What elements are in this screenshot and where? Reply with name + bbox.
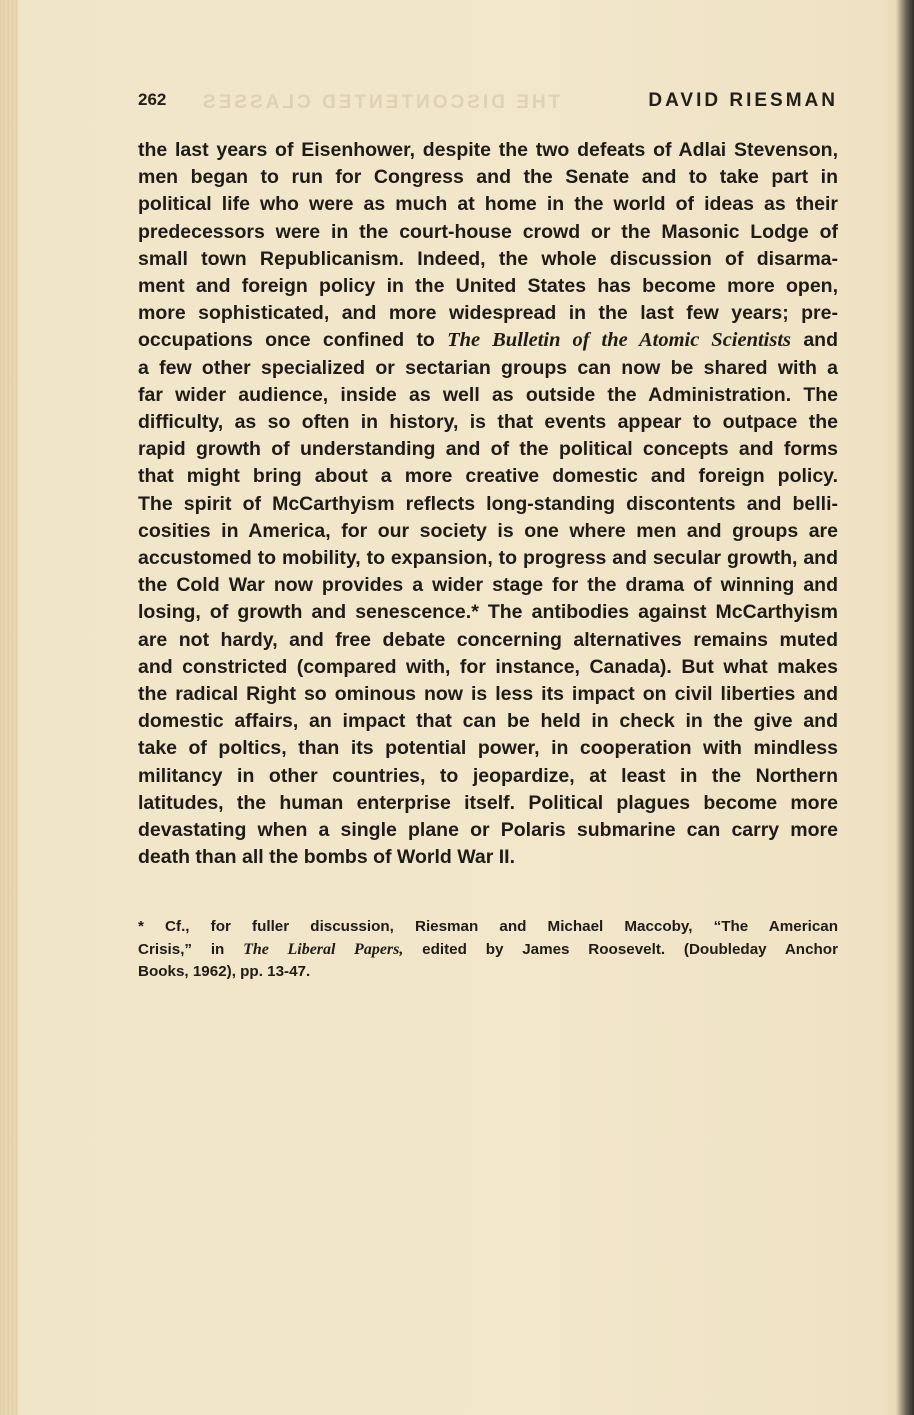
body-text: occupations once confined to (138, 329, 448, 352)
running-head (138, 90, 838, 116)
body-paragraph (138, 137, 838, 871)
footnote (138, 916, 838, 984)
body-line: men began to run for Congress and the Senate and to take part in (138, 166, 838, 189)
show-through-running-head: THE DISCONTENTED CLASSES (200, 92, 561, 113)
footnote-line: * Cf., for fuller discussion, Riesman and Michael Maccoby, “The American (138, 918, 838, 935)
body-line: rapid growth of understanding and of the political concepts and forms (138, 438, 838, 461)
body-line: the radical Right so ominous now is less its impact on civil liberties and (138, 683, 838, 706)
body-line: take of poltics, than its potential power, in cooperation with mindless (138, 737, 838, 760)
footnote-text: edited by James Roosevelt. (Doubleday Anchor (403, 940, 838, 958)
running-head-author: DAVID RIESMAN (648, 90, 838, 111)
body-line: difficulty, as so often in history, is that events appear to outpace the (138, 411, 838, 434)
body-line: small town Republicanism. Indeed, the whole discussion of disarma- (138, 247, 838, 270)
body-text: and (791, 329, 838, 352)
body-line: ment and foreign policy in the United States has become more open, (138, 275, 838, 298)
journal-title: The Bulletin of the Atomic Scientists (447, 329, 792, 352)
body-line: predecessors were in the court-house crowd or the Masonic Lodge of (138, 220, 838, 243)
body-line: militancy in other countries, to jeopardize, at least in the Northern (138, 764, 838, 787)
body-line: the Cold War now provides a wider stage for the drama of winning and (138, 574, 838, 597)
body-line: the last years of Eisenhower, despite the two defeats of Adlai Stevenson, (138, 139, 838, 161)
body-line: political life who were as much at home in the world of ideas as their (138, 193, 838, 216)
binding-edge (0, 0, 18, 1415)
body-line: that might bring about a more creative domestic and foreign policy. (138, 465, 838, 488)
body-line: and constricted (compared with, for instance, Canada). But what makes (138, 655, 838, 678)
footnote-line (138, 939, 838, 962)
body-line: death than all the bombs of World War II. (138, 846, 516, 869)
fore-edge-shadow (896, 0, 914, 1415)
footnote-book-title: The Liberal Papers, (243, 940, 404, 958)
body-line: losing, of growth and senescence.* The antibodies against McCarthyism (138, 601, 838, 624)
body-line: a few other specialized or sectarian groups can now be shared with a (138, 356, 838, 379)
page-number: 262 (138, 90, 167, 109)
body-line: are not hardy, and free debate concerning alternatives remains muted (138, 628, 838, 651)
body-line: latitudes, the human enterprise itself. Political plagues become more (138, 791, 838, 814)
body-line: accustomed to mobility, to expansion, to progress and secular growth, and (138, 547, 838, 570)
body-line: far wider audience, inside as well as outside the Administration. The (138, 383, 838, 406)
body-line (138, 327, 838, 354)
footnote-text: Crisis,” in (138, 940, 244, 958)
body-line: more sophisticated, and more widespread in the last few years; pre- (138, 302, 838, 325)
body-line: devastating when a single plane or Polaris submarine can carry more (138, 819, 838, 842)
body-line: cosities in America, for our society is one where men and groups are (138, 519, 838, 542)
body-line: domestic affairs, an impact that can be held in check in the give and (138, 710, 838, 733)
body-line: The spirit of McCarthyism reflects long-standing discontents and belli- (138, 492, 838, 515)
footnote-line: Books, 1962), pp. 13-47. (138, 963, 311, 980)
